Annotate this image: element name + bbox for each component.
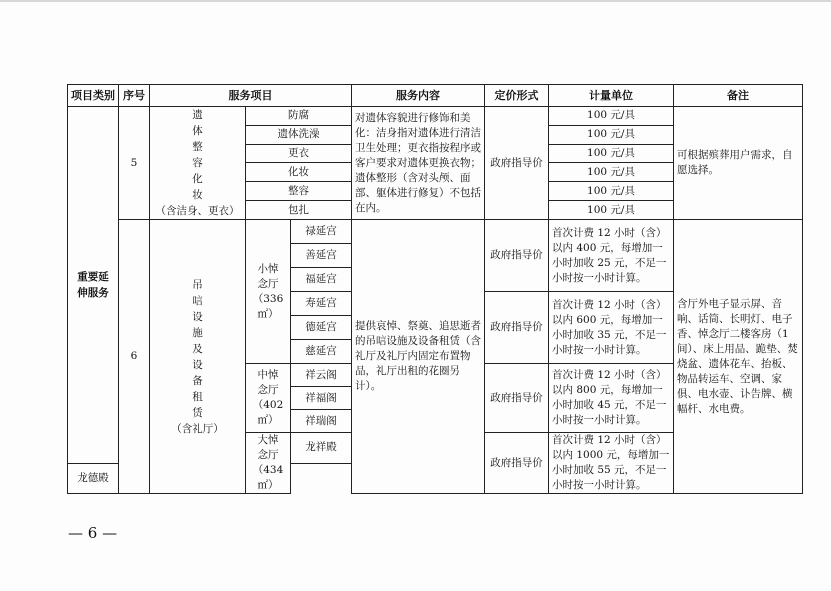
header-category: 项目类别 [68, 85, 119, 107]
room-name: 龙祥殿 [291, 433, 352, 464]
row5-unit: 100 元/具 [549, 182, 674, 201]
row6-group-note: （含礼厅） [171, 422, 224, 435]
row5-item: 化妆 [246, 163, 352, 182]
row5-number: 5 [119, 107, 150, 220]
row5-pricing: 政府指导价 [485, 107, 549, 220]
row5-item: 防腐 [246, 107, 352, 126]
hall-large: 大悼 念厅 （434㎡） [246, 433, 291, 494]
row6-unit: 首次计费 12 小时（含）以内 400 元，每增加一小时加收 25 元，不足一小时按一小时计算。 [549, 220, 674, 292]
row5-unit: 100 元/具 [549, 201, 674, 220]
row6-content: 提供哀悼、祭奠、追思逝者的吊唁设施及设备租赁（含礼厅及礼厅内固定布置物品，礼厅出租的花圈另计）。 [352, 220, 485, 494]
row5-unit: 100 元/具 [549, 107, 674, 126]
service-price-table [67, 84, 803, 494]
header-service-item: 服务项目 [150, 85, 352, 107]
page-top-edge [0, 0, 831, 2]
row5-group: 遗 体 整 容 化 妆 （含洁身、更衣） [150, 107, 246, 220]
header-pricing: 定价形式 [485, 85, 549, 107]
row5-unit: 100 元/具 [549, 144, 674, 163]
category-cell [68, 107, 119, 464]
hall-medium: 中悼 念厅 （402㎡） [246, 364, 291, 433]
room-name: 祥瑞阁 [291, 410, 352, 433]
room-name: 祥云阁 [291, 364, 352, 387]
row6-unit: 首次计费 12 小时（含）以内 600 元，每增加一小时加收 35 元，不足一小时按一小时计算。 [549, 292, 674, 364]
row5-unit: 100 元/具 [549, 125, 674, 144]
row6-pricing: 政府指导价 [485, 220, 549, 292]
row6-unit: 首次计费 12 小时（含）以内 800 元，每增加一小时加收 45 元，不足一小时按一小时计算。 [549, 364, 674, 433]
header-number: 序号 [119, 85, 150, 107]
row5-note: 可根据殡葬用户需求，自愿选择。 [674, 107, 803, 220]
room-name: 寿延宫 [291, 292, 352, 316]
room-name: 慈延宫 [291, 340, 352, 364]
row5-group-note: （含洁身、更衣） [155, 205, 240, 217]
header-unit: 计量单位 [549, 85, 674, 107]
room-name: 祥福阁 [291, 387, 352, 410]
hall-small: 小悼 念厅 （336㎡） [246, 220, 291, 364]
row5-item: 整容 [246, 182, 352, 201]
table-header-row [68, 85, 803, 107]
row5-unit: 100 元/具 [549, 163, 674, 182]
room-name: 龙德殿 [68, 463, 119, 494]
row6-pricing: 政府指导价 [485, 292, 549, 364]
header-service-content: 服务内容 [352, 85, 485, 107]
page-number: — 6 — [68, 524, 118, 542]
category-text: 重要延伸服务 [77, 270, 109, 299]
row5-item: 遗体洗澡 [246, 125, 352, 144]
header-note: 备注 [674, 85, 803, 107]
row6-number: 6 [119, 220, 150, 494]
room-name: 福延宫 [291, 268, 352, 292]
row5-item: 更衣 [246, 144, 352, 163]
table-row [68, 220, 803, 244]
row6-group: 吊 唁 设 施 及 设 备 租 赁 （含礼厅） [150, 220, 246, 494]
row6-note: 含厅外电子显示屏、音响、话筒、长明灯、电子香、悼念厅二楼客房（1间）、床上用品、跪垫、焚烧盆、遗体花车、抬板、物品转运车、空调、家俱、电水壶、讣告牌、横幅杆、水电费。 [674, 220, 803, 494]
room-name: 德延宫 [291, 316, 352, 340]
row6-pricing: 政府指导价 [485, 364, 549, 433]
row6-unit: 首次计费 12 小时（含）以内 1000 元，每增加一小时加收 55 元，不足一小时按一小时计算。 [549, 433, 674, 494]
row5-content: 对遗体容貌进行修饰和美化：洁身指对遗体进行清洁卫生处理；更衣指按程序或客户要求对遗体更换衣物；遗体整形（含对头颅、面部、躯体进行修复）不包括在内。 [352, 107, 485, 220]
row5-item: 包扎 [246, 201, 352, 220]
row6-pricing: 政府指导价 [485, 433, 549, 494]
room-name: 禄延宫 [291, 220, 352, 244]
room-name: 善延宫 [291, 244, 352, 268]
table-row [68, 107, 803, 126]
